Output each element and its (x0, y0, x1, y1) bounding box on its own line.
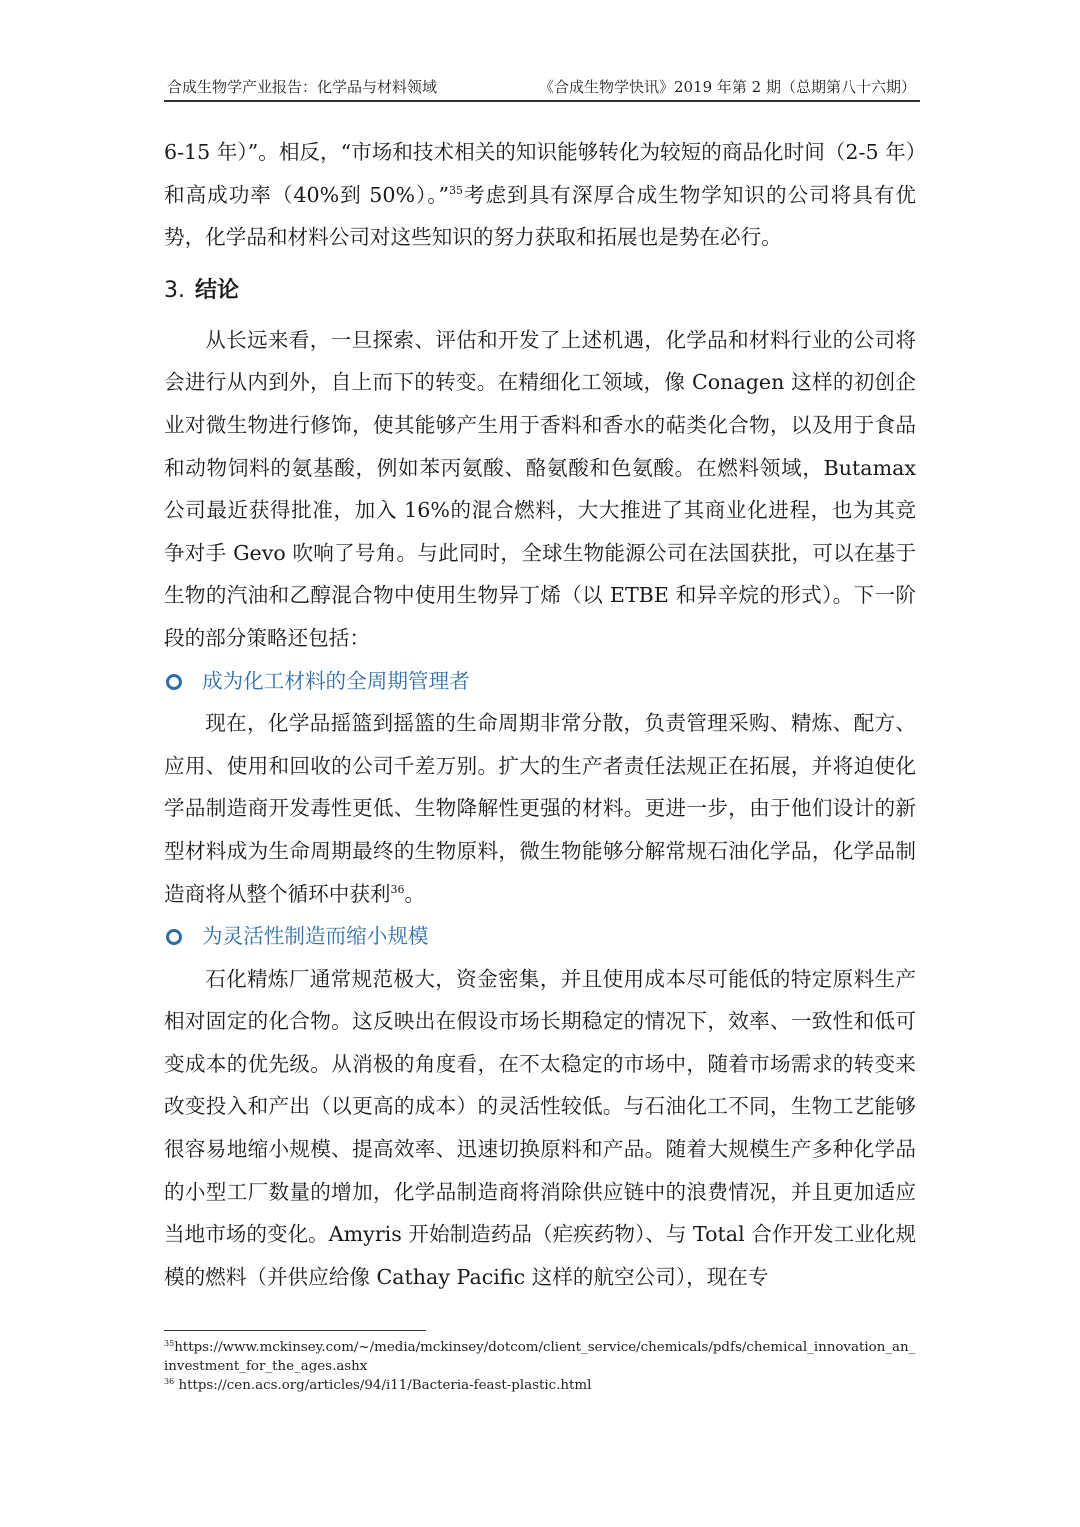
footnote-ref-36[interactable]: 36 (390, 882, 405, 896)
paragraph-lifecycle: 现在，化学品摇篮到摇篮的生命周期非常分散，负责管理采购、精炼、配方、应用、使用和回收的公司千差万别。扩大的生产者责任法规正在拓展，并将迫使化学品制造商开发毒性更低、生物降解性更强的材料。更进一步，由于他们设计的新型材料成为生命周期最终的生物原料，微生物能够分解常规石油化学品，化学品制造商将从整个循环中获利$^{36}$。 (164, 711, 916, 906)
running-header (164, 76, 920, 98)
circle-bullet-icon (166, 929, 182, 945)
footnotes (164, 1338, 916, 1395)
paragraph-conclusion: 从长远来看，一旦探索、评估和开发了上述机遇，化学品和材料行业的公司将会进行从内到外，自上而下的转变。在精细化工领域，像 Conagen 这样的初创企业对微生物进行修饰，使其能够产生用于香料和香水的萜类化合物，以及用于食品和动物饲料的氨基酸，例如苯丙氨酸、酪氨酸和色氨酸。在燃料领域，Butamax 公司最近获得批准，加入 16%的混合燃料，大大推进了其商业化进程，也为其竞争对手 Gevo 吹响了号角。与此同时，全球生物能源公司在法国获批，可以在基于生物的汽油和乙醇混合物中使用生物异丁烯（以 ETBE 和异辛烷的形式）。下一阶段的部分策略还包括： (164, 327, 916, 650)
circle-bullet-icon (166, 674, 182, 690)
header-issue-info: 《合成生物学快讯》2019 年第 2 期（总期第八十六期） (538, 78, 916, 96)
footnote-link[interactable]: https://cen.acs.org/articles/94/i11/Bacteria-feast-plastic.html (174, 1378, 592, 1393)
main-content (164, 131, 916, 1298)
bullet-heading-scale (164, 915, 916, 958)
footnote-number: 36 (164, 1377, 175, 1386)
section-heading (164, 273, 916, 309)
paragraph-continuation: 6-15 年）”。相反，“市场和技术相关的知识能够转化为较短的商品化时间（2-5 年）和高成功率（40%到 50%）。”$^{35}$考虑到具有深厚合成生物学知识的公司将具有优势，化学品和材料公司对这些知识的努力获取和拓展也是势在必行。 (164, 140, 916, 250)
header-divider (164, 100, 920, 102)
footnote-number: 35 (164, 1339, 175, 1348)
bullet-label: 成为化工材料的全周期管理者 (202, 668, 470, 693)
footnote-divider (164, 1330, 426, 1331)
footnote-ref-35[interactable]: 35 (449, 183, 464, 197)
section-title: 结论 (195, 277, 240, 303)
bullet-label: 为灵活性制造而缩小规模 (202, 924, 429, 949)
section-number: 3. (164, 277, 185, 303)
footnote-35 (164, 1338, 916, 1376)
footnote-36 (164, 1376, 916, 1395)
footnote-link[interactable]: https://www.mckinsey.com/~/media/mckinsey/dotcom/client_service/chemicals/pdfs/chemical_innovation_an_investment_for_the_ages.ashx (164, 1340, 916, 1374)
bullet-heading-lifecycle (164, 660, 916, 703)
header-report-title: 合成生物学产业报告：化学品与材料领域 (167, 78, 438, 96)
paragraph-scale: 石化精炼厂通常规范极大，资金密集，并且使用成本尽可能低的特定原料生产相对固定的化合物。这反映出在假设市场长期稳定的情况下，效率、一致性和低可变成本的优先级。从消极的角度看，在不太稳定的市场中，随着市场需求的转变来改变投入和产出（以更高的成本）的灵活性较低。与石油化工不同，生物工艺能够很容易地缩小规模、提高效率、迅速切换原料和产品。随着大规模生产多种化学品的小型工厂数量的增加，化学品制造商将消除供应链中的浪费情况，并且更加适应当地市场的变化。Amyris 开始制造药品（疟疾药物）、与 Total 合作开发工业化规模的燃料（并供应给像 Cathay Pacific 这样的航空公司），现在专 (164, 966, 916, 1289)
